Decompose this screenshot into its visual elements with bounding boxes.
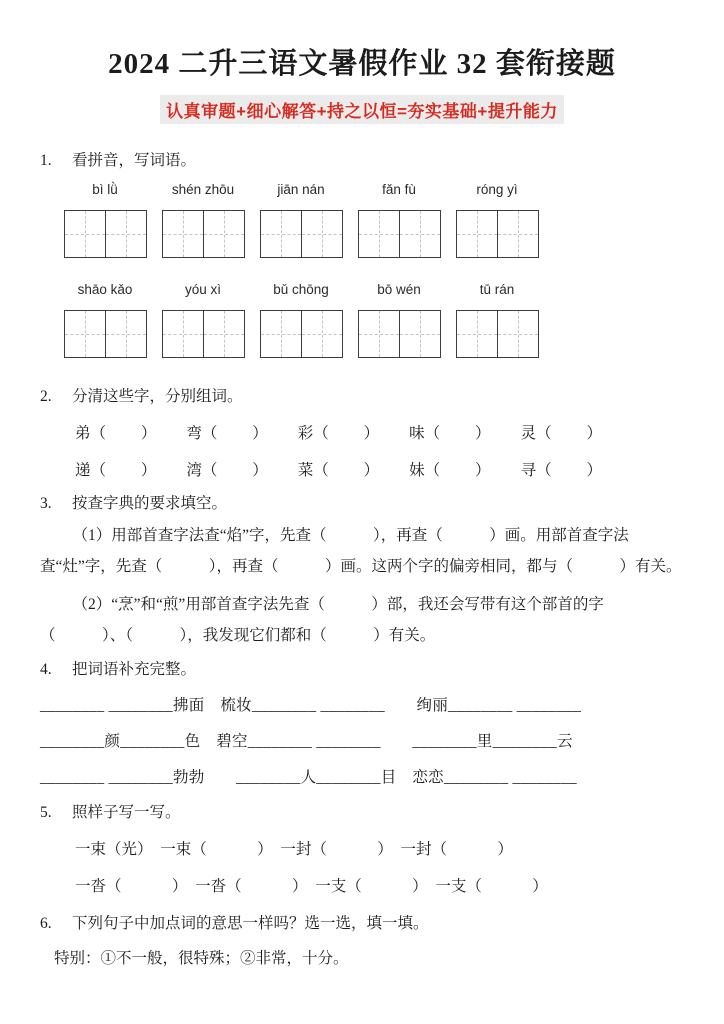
- writing-cell: [163, 311, 203, 357]
- question-6-heading: [40, 911, 684, 933]
- writing-grid: [162, 310, 245, 358]
- fill-blank-line: ________颜________色 碧空________ ________ ________里________云: [40, 732, 573, 750]
- word-pair-item: 菜（ ）: [297, 461, 380, 479]
- pinyin-word-group: [260, 282, 342, 358]
- pinyin-label: tū rán: [479, 281, 515, 297]
- question-3-prompt: 按查字典的要求填空。: [72, 494, 228, 512]
- writing-cell: [105, 311, 146, 357]
- question-2-heading: [40, 384, 684, 406]
- question-1-number: 1.: [40, 151, 52, 169]
- pinyin-grid-row-1: [40, 182, 684, 258]
- word-pair-item: 彩（ ）: [297, 424, 380, 442]
- writing-cell: [163, 211, 203, 257]
- writing-cell: [399, 211, 440, 257]
- pinyin-word-group: [456, 182, 538, 258]
- question-4-number: 4.: [40, 660, 52, 678]
- pinyin-word-group: [456, 282, 538, 358]
- writing-cell: [65, 211, 105, 257]
- pinyin-word-group: [358, 182, 440, 258]
- writing-cell: [301, 311, 342, 357]
- writing-grid: [64, 210, 147, 258]
- pinyin-grid-row-2: [40, 282, 684, 358]
- pinyin-label: bì lǜ: [92, 181, 118, 197]
- writing-grid: [64, 310, 147, 358]
- pinyin-label: shāo kǎo: [77, 281, 133, 297]
- pinyin-word-group: [358, 282, 440, 358]
- writing-grid: [358, 210, 441, 258]
- question-6-prompt: 下列句子中加点词的意思一样吗？选一选，填一填。: [72, 914, 429, 932]
- question-3-number: 3.: [40, 494, 52, 512]
- writing-cell: [359, 311, 399, 357]
- writing-cell: [497, 211, 538, 257]
- writing-cell: [399, 311, 440, 357]
- question-3-part-1: （1）用部首查字法查“焰”字，先查（ ），再查（ ）画。用部首查字法查“灶”字，先查（ ），再查（ ）画。这两个字的偏旁相同，都与（ ）有关。: [40, 526, 682, 575]
- writing-cell: [301, 211, 342, 257]
- writing-cell: [203, 211, 244, 257]
- pinyin-word-group: [162, 182, 244, 258]
- writing-grid: [456, 310, 539, 358]
- pinyin-label: jiān nán: [277, 181, 325, 197]
- writing-cell: [359, 211, 399, 257]
- question-5-prompt: 照样子写一写。: [72, 803, 181, 821]
- sample-row: 一沓（ ） 一沓（ ） 一支（ ） 一支（ ）: [75, 877, 548, 895]
- writing-cell: [261, 311, 301, 357]
- word-pair-item: 妹（ ）: [409, 461, 491, 479]
- question-5-heading: [40, 800, 684, 822]
- pinyin-label: shén zhōu: [171, 181, 235, 197]
- pinyin-label: róng yì: [476, 181, 518, 197]
- question-5-number: 5.: [40, 803, 52, 821]
- question-1-heading: [40, 148, 684, 170]
- word-pair-item: 寻（ ）: [520, 461, 602, 479]
- writing-cell: [65, 311, 105, 357]
- writing-grid: [162, 210, 245, 258]
- word-pair-item: 递（ ）: [75, 461, 157, 479]
- word-pair-item: 味（ ）: [409, 424, 491, 442]
- question-4-heading: [40, 657, 684, 679]
- writing-cell: [457, 211, 497, 257]
- motto-banner-row: [40, 95, 684, 124]
- fill-blank-line: ________ ________勃勃 ________人________目 恋恋________ ________: [40, 768, 577, 786]
- word-pair-item: 湾（ ）: [186, 461, 268, 479]
- question-1-prompt: 看拼音，写词语。: [72, 151, 197, 169]
- question-2-prompt: 分清这些字，分别组词。: [72, 387, 243, 405]
- question-4-prompt: 把词语补充完整。: [72, 660, 197, 678]
- motto-banner: 认真审题+细心解答+持之以恒=夯实基础+提升能力: [160, 95, 564, 124]
- fill-blank-line: ________ ________拂面 梳妆________ ________ 绚丽________ ________: [40, 696, 582, 714]
- question-6-definition-note: 特别：①不一般，很特殊；②非常，十分。: [54, 949, 349, 967]
- pinyin-word-group: [260, 182, 342, 258]
- word-pair-item: 弟（ ）: [75, 424, 157, 442]
- sample-row: 一束（光） 一束（ ） 一封（ ） 一封（ ）: [75, 840, 513, 858]
- word-pair-item: 灵（ ）: [520, 424, 602, 442]
- writing-grid: [358, 310, 441, 358]
- writing-grid: [456, 210, 539, 258]
- pinyin-label: yóu xì: [184, 281, 222, 297]
- pinyin-word-group: [64, 182, 146, 258]
- pinyin-label: fǎn fù: [382, 181, 416, 197]
- question-6-number: 6.: [40, 914, 52, 932]
- writing-cell: [261, 211, 301, 257]
- question-3-part-2: （2）“烹”和“煎”用部首查字法先查（ ）部，我还会写带有这个部首的字（ ）、（ ），我发现它们都和（ ）有关。: [40, 595, 604, 644]
- writing-cell: [457, 311, 497, 357]
- pinyin-label: bǔ chōng: [273, 281, 329, 297]
- word-pair-row-1: [40, 421, 684, 443]
- word-pair-row-2: [40, 458, 684, 480]
- word-pair-item: 弯（ ）: [186, 424, 268, 442]
- writing-cell: [203, 311, 244, 357]
- pinyin-word-group: [64, 282, 146, 358]
- pinyin-label: bō wén: [377, 281, 421, 297]
- writing-grid: [260, 310, 343, 358]
- writing-cell: [497, 311, 538, 357]
- question-2-number: 2.: [40, 387, 52, 405]
- writing-cell: [105, 211, 146, 257]
- pinyin-word-group: [162, 282, 244, 358]
- writing-grid: [260, 210, 343, 258]
- page-title: 2024 二升三语文暑假作业 32 套衔接题: [108, 48, 616, 80]
- question-3-heading: [40, 491, 684, 513]
